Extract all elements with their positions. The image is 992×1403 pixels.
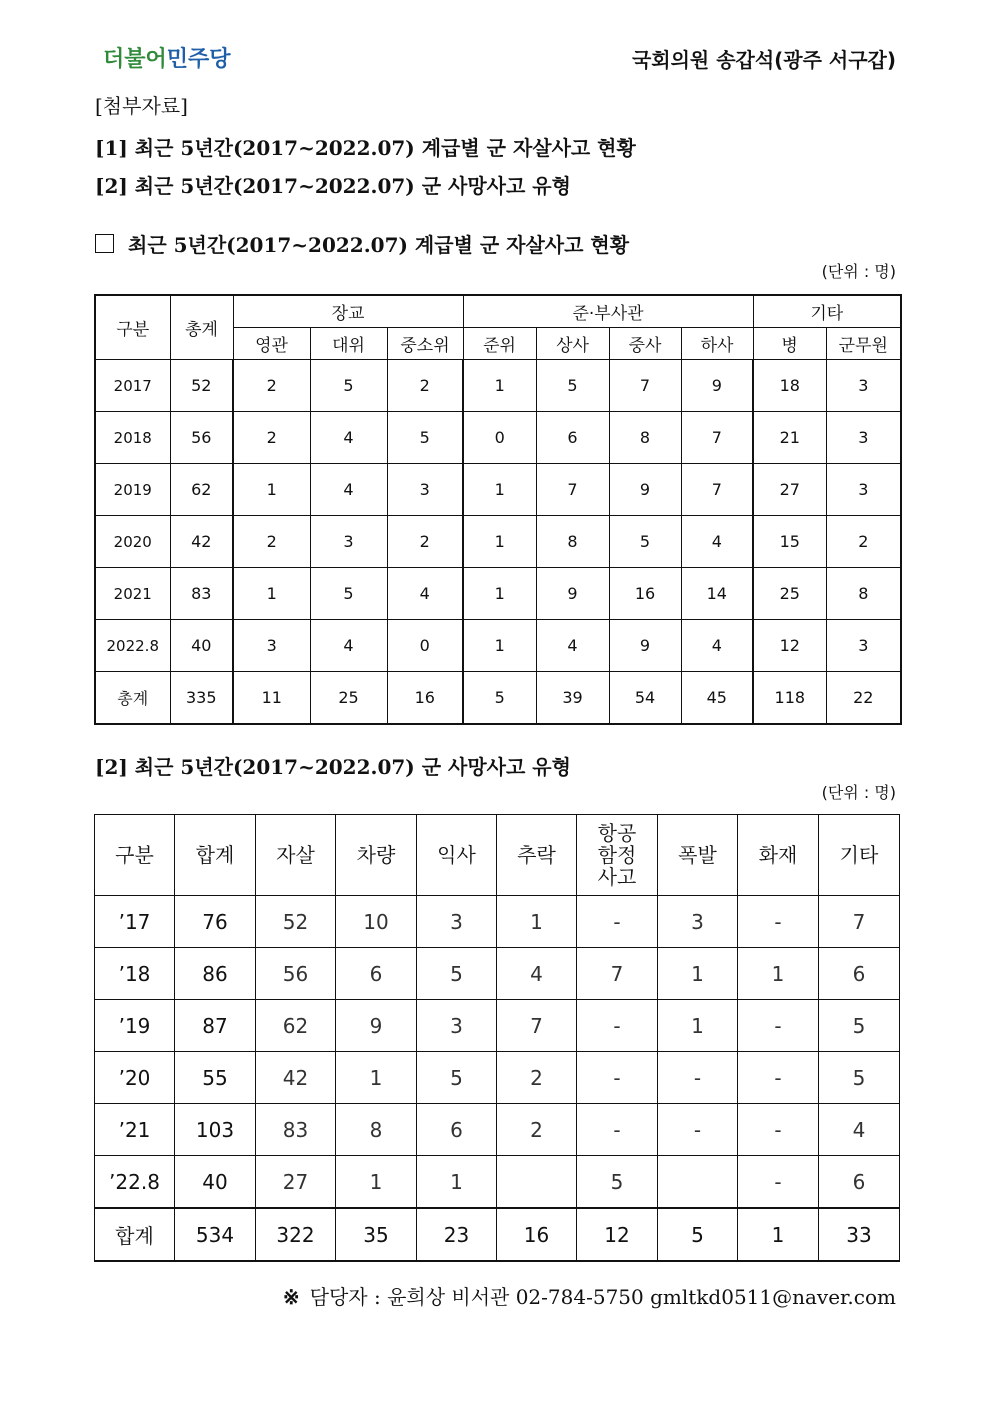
- cell-value: 1: [233, 464, 310, 516]
- header-other: 기타: [753, 295, 901, 328]
- subheader-8: 군무원: [826, 328, 901, 360]
- total-value: 33: [819, 1208, 900, 1261]
- cell-value: 9: [536, 568, 609, 620]
- cell-value: 3: [387, 464, 463, 516]
- cell-value: 1: [336, 1156, 417, 1209]
- header-4: 익사: [417, 815, 497, 896]
- row-total: 83: [170, 568, 233, 620]
- suicide-by-rank-table: [94, 294, 902, 725]
- member-name: 국회의원 송갑석(광주 서구갑): [631, 48, 896, 72]
- cell-value: 2: [233, 412, 310, 464]
- section2-unit: (단위 : 명): [821, 783, 896, 802]
- section2-title: [2] 최근 5년간(2017~2022.07) 군 사망사고 유형: [95, 755, 571, 779]
- checkbox-icon: [95, 234, 114, 253]
- cell-value: 5: [609, 516, 681, 568]
- cell-value: 5: [417, 948, 497, 1000]
- cell-value: 27: [256, 1156, 336, 1209]
- cell-value: 4: [310, 620, 387, 672]
- subheader-7: 병: [753, 328, 826, 360]
- cell-value: 3: [658, 896, 738, 948]
- cell-value: -: [577, 1052, 658, 1104]
- header-2: 자살: [256, 815, 336, 896]
- contact-text: 담당자 : 윤희상 비서관 02-784-5750 gmltkd0511@naver.com: [309, 1285, 896, 1309]
- cell-value: 1: [463, 620, 536, 672]
- cell-value: 2: [497, 1052, 577, 1104]
- cell-value: 9: [609, 464, 681, 516]
- note-mark: ※: [282, 1285, 300, 1309]
- cell-value: 3: [826, 412, 901, 464]
- cell-value: -: [577, 896, 658, 948]
- header-category: 구분: [95, 295, 170, 360]
- section1-title: [95, 229, 629, 258]
- cell-value: 7: [609, 360, 681, 412]
- cell-value: 4: [681, 620, 753, 672]
- row-year: ’22.8: [95, 1156, 175, 1209]
- cell-value: 3: [233, 620, 310, 672]
- logo-part1: 더불어: [103, 47, 167, 72]
- cell-value: 14: [681, 568, 753, 620]
- cell-value: 4: [681, 516, 753, 568]
- cell-value: 5: [536, 360, 609, 412]
- cell-value: 1: [658, 948, 738, 1000]
- table-row: [95, 464, 901, 516]
- cell-value: 6: [417, 1104, 497, 1156]
- cell-value: 21: [753, 412, 826, 464]
- cell-value: -: [738, 1156, 819, 1209]
- table-row: [95, 516, 901, 568]
- attachment-item-1: [1] 최근 5년간(2017~2022.07) 계급별 군 자살사고 현황: [95, 136, 636, 160]
- cell-value: 5: [819, 1000, 900, 1052]
- cell-value: 1: [463, 516, 536, 568]
- total-value: 5: [658, 1208, 738, 1261]
- total-value: 35: [336, 1208, 417, 1261]
- cell-value: 5: [819, 1052, 900, 1104]
- cell-value: 55: [175, 1052, 256, 1104]
- subheader-6: 하사: [681, 328, 753, 360]
- attachment-label: [첨부자료]: [95, 94, 188, 118]
- cell-value: 7: [497, 1000, 577, 1052]
- party-logo: [103, 42, 231, 73]
- total-value: 39: [536, 672, 609, 725]
- header-5: 추락: [497, 815, 577, 896]
- cell-value: 76: [175, 896, 256, 948]
- cell-value: 1: [463, 568, 536, 620]
- row-year: ’18: [95, 948, 175, 1000]
- cell-value: 1: [233, 568, 310, 620]
- cell-value: 7: [536, 464, 609, 516]
- cell-value: -: [738, 1000, 819, 1052]
- cell-value: 3: [826, 360, 901, 412]
- total-value: 22: [826, 672, 901, 725]
- subheader-1: 대위: [310, 328, 387, 360]
- cell-value: 9: [681, 360, 753, 412]
- total-value: 54: [609, 672, 681, 725]
- cell-value: 1: [463, 360, 536, 412]
- total-label: 총계: [95, 672, 170, 725]
- table-row: [95, 412, 901, 464]
- cell-value: 56: [256, 948, 336, 1000]
- cell-value: 8: [536, 516, 609, 568]
- cell-value: 27: [753, 464, 826, 516]
- row-year: 2017: [95, 360, 170, 412]
- cell-value: 7: [681, 412, 753, 464]
- row-year: 2019: [95, 464, 170, 516]
- cell-value: 0: [387, 620, 463, 672]
- cell-value: 8: [336, 1104, 417, 1156]
- cell-value: -: [658, 1104, 738, 1156]
- row-total: 42: [170, 516, 233, 568]
- cell-value: 6: [819, 948, 900, 1000]
- cell-value: 3: [826, 464, 901, 516]
- total-value: 322: [256, 1208, 336, 1261]
- cell-value: 0: [463, 412, 536, 464]
- header-nco: 준·부사관: [463, 295, 753, 328]
- death-type-table: [94, 814, 900, 1262]
- cell-value: [658, 1156, 738, 1209]
- section1-unit: (단위 : 명): [821, 262, 896, 281]
- cell-value: 2: [826, 516, 901, 568]
- total-value: 1: [738, 1208, 819, 1261]
- cell-value: 2: [233, 360, 310, 412]
- row-year: 2022.8: [95, 620, 170, 672]
- cell-value: -: [658, 1052, 738, 1104]
- table-row: [95, 1052, 900, 1104]
- cell-value: 5: [310, 360, 387, 412]
- cell-value: 52: [256, 896, 336, 948]
- logo-part2: 민주당: [166, 47, 231, 72]
- cell-value: 4: [310, 464, 387, 516]
- row-year: ’19: [95, 1000, 175, 1052]
- cell-value: 2: [497, 1104, 577, 1156]
- total-value: 5: [463, 672, 536, 725]
- cell-value: 4: [387, 568, 463, 620]
- cell-value: [497, 1156, 577, 1209]
- subheader-2: 중소위: [387, 328, 463, 360]
- cell-value: 86: [175, 948, 256, 1000]
- total-value: 25: [310, 672, 387, 725]
- cell-value: 4: [536, 620, 609, 672]
- total-value: 45: [681, 672, 753, 725]
- cell-value: 3: [417, 1000, 497, 1052]
- cell-value: 87: [175, 1000, 256, 1052]
- cell-value: 6: [819, 1156, 900, 1209]
- cell-value: 12: [753, 620, 826, 672]
- cell-value: 2: [387, 360, 463, 412]
- subheader-0: 영관: [233, 328, 310, 360]
- cell-value: 1: [497, 896, 577, 948]
- cell-value: 2: [233, 516, 310, 568]
- attachment-item-2: [2] 최근 5년간(2017~2022.07) 군 사망사고 유형: [95, 174, 571, 198]
- total-value: 534: [175, 1208, 256, 1261]
- total-row: [95, 1208, 900, 1261]
- header-9: 기타: [819, 815, 900, 896]
- table-row: [95, 568, 901, 620]
- cell-value: 6: [536, 412, 609, 464]
- cell-value: 5: [577, 1156, 658, 1209]
- cell-value: -: [738, 1104, 819, 1156]
- cell-value: 9: [336, 1000, 417, 1052]
- total-label: 합계: [95, 1208, 175, 1261]
- cell-value: 103: [175, 1104, 256, 1156]
- total-value: 16: [387, 672, 463, 725]
- cell-value: 1: [336, 1052, 417, 1104]
- cell-value: 2: [387, 516, 463, 568]
- header-3: 차량: [336, 815, 417, 896]
- cell-value: 15: [753, 516, 826, 568]
- subheader-5: 중사: [609, 328, 681, 360]
- cell-value: 3: [310, 516, 387, 568]
- row-year: 2018: [95, 412, 170, 464]
- total-value: 16: [497, 1208, 577, 1261]
- subheader-4: 상사: [536, 328, 609, 360]
- cell-value: 3: [826, 620, 901, 672]
- row-year: ’17: [95, 896, 175, 948]
- table-row: [95, 1104, 900, 1156]
- header-officer: 장교: [233, 295, 463, 328]
- cell-value: 1: [463, 464, 536, 516]
- cell-value: 9: [609, 620, 681, 672]
- cell-value: 10: [336, 896, 417, 948]
- cell-value: 8: [826, 568, 901, 620]
- header-total: 총계: [170, 295, 233, 360]
- cell-value: 7: [681, 464, 753, 516]
- cell-value: 4: [497, 948, 577, 1000]
- table-row: [95, 948, 900, 1000]
- row-year: 2021: [95, 568, 170, 620]
- cell-value: 6: [336, 948, 417, 1000]
- cell-value: 5: [417, 1052, 497, 1104]
- total-value: 11: [233, 672, 310, 725]
- cell-value: 4: [819, 1104, 900, 1156]
- cell-value: 1: [738, 948, 819, 1000]
- table-row: [95, 896, 900, 948]
- section1-title-text: 최근 5년간(2017~2022.07) 계급별 군 자살사고 현황: [128, 233, 630, 257]
- cell-value: -: [738, 1052, 819, 1104]
- footer-contact: [283, 1281, 896, 1310]
- cell-value: 62: [256, 1000, 336, 1052]
- header-8: 화재: [738, 815, 819, 896]
- cell-value: 16: [609, 568, 681, 620]
- cell-value: 42: [256, 1052, 336, 1104]
- cell-value: 1: [658, 1000, 738, 1052]
- row-total: 62: [170, 464, 233, 516]
- cell-value: 40: [175, 1156, 256, 1209]
- table-row: [95, 1000, 900, 1052]
- cell-value: 5: [310, 568, 387, 620]
- cell-value: 25: [753, 568, 826, 620]
- total-value: 118: [753, 672, 826, 725]
- cell-value: 18: [753, 360, 826, 412]
- row-total: 56: [170, 412, 233, 464]
- row-year: 2020: [95, 516, 170, 568]
- cell-value: 5: [387, 412, 463, 464]
- table-row: [95, 360, 901, 412]
- cell-value: 3: [417, 896, 497, 948]
- cell-value: 4: [310, 412, 387, 464]
- header-6: 항공 함정 사고: [577, 815, 658, 896]
- row-year: ’21: [95, 1104, 175, 1156]
- total-value: 12: [577, 1208, 658, 1261]
- table-row: [95, 1156, 900, 1209]
- cell-value: 7: [577, 948, 658, 1000]
- header-0: 구분: [95, 815, 175, 896]
- cell-value: 1: [417, 1156, 497, 1209]
- total-sum: 335: [170, 672, 233, 725]
- header-1: 합계: [175, 815, 256, 896]
- cell-value: -: [738, 896, 819, 948]
- cell-value: -: [577, 1104, 658, 1156]
- cell-value: 83: [256, 1104, 336, 1156]
- table-row: [95, 620, 901, 672]
- cell-value: 7: [819, 896, 900, 948]
- row-total: 52: [170, 360, 233, 412]
- total-value: 23: [417, 1208, 497, 1261]
- cell-value: -: [577, 1000, 658, 1052]
- subheader-3: 준위: [463, 328, 536, 360]
- total-row: [95, 672, 901, 725]
- row-year: ’20: [95, 1052, 175, 1104]
- cell-value: 8: [609, 412, 681, 464]
- row-total: 40: [170, 620, 233, 672]
- header-7: 폭발: [658, 815, 738, 896]
